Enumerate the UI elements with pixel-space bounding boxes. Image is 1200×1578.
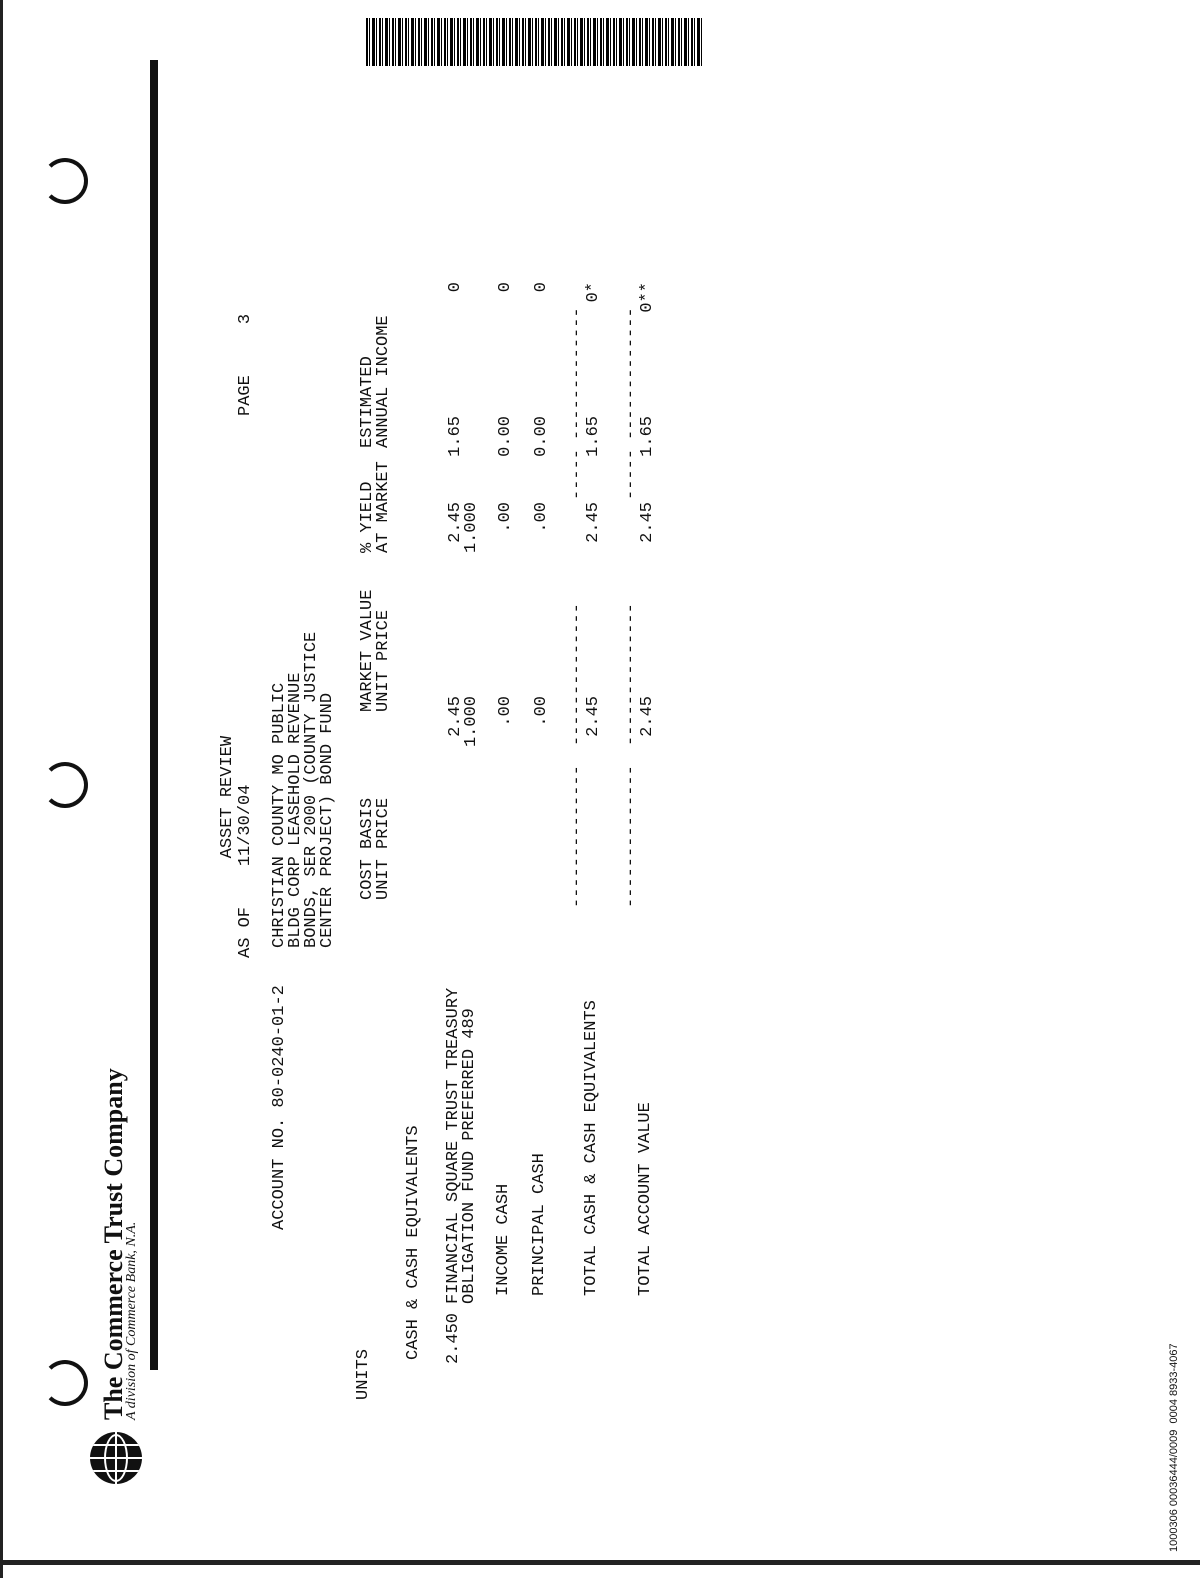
separator-cost-2: -------------- (622, 765, 641, 908)
total-cash-income: 0* (584, 282, 603, 303)
total-cash-market-value: 2.45 (584, 502, 603, 543)
total-cash-cost-basis: 2.45 (584, 696, 603, 737)
account-name-line-3: BONDS, SER 2000 (COUNTY JUSTICE (302, 631, 321, 948)
as-of-line: AS OF 11/30/04 (236, 784, 255, 958)
column-header-cost-unit-price: UNIT PRICE (374, 797, 393, 900)
income-cash-cost-basis: .00 (496, 696, 515, 727)
account-name-line-2: BLDG CORP LEASEHOLD REVENUE (286, 672, 305, 948)
column-header-units: UNITS (354, 1348, 373, 1400)
income-cash-yield: 0.00 (496, 416, 515, 457)
separator-cost-1: -------------- (568, 765, 587, 908)
barcode (366, 18, 704, 66)
holding-market-value: 2.45 (446, 502, 465, 543)
separator-market-1: -------------- (568, 603, 587, 746)
holding-cost-unit-price: 1.000 (462, 696, 481, 748)
column-header-yield: % YIELD (358, 481, 377, 553)
separator-income-2: ------------- (622, 307, 641, 440)
column-header-market-value: MARKET VALUE (358, 589, 377, 712)
principal-cash-market-value: .00 (532, 502, 551, 533)
punch-hole-bottom (42, 1360, 88, 1406)
income-cash-income: 0 (496, 282, 515, 293)
account-name-line-1: CHRISTIAN COUNTY MO PUBLIC (270, 682, 289, 948)
column-header-annual-income: ANNUAL INCOME (374, 315, 393, 448)
scan-edge-left (0, 0, 3, 1578)
column-header-at-market: AT MARKET (374, 461, 393, 553)
total-account-market-value: 2.45 (638, 502, 657, 543)
account-number-line: ACCOUNT NO. 80-0240-01-2 (270, 985, 289, 1230)
punch-hole-top (42, 158, 88, 204)
section-heading: CASH & CASH EQUIVALENTS (404, 1125, 423, 1360)
principal-cash-yield: 0.00 (532, 416, 551, 457)
separator-market-2: -------------- (622, 603, 641, 746)
holding-market-unit-price: 1.000 (462, 502, 481, 554)
report-title: ASSET REVIEW (218, 735, 237, 859)
as-of-date: 11/30/04 (236, 784, 255, 867)
total-cash-yield: 1.65 (584, 416, 603, 457)
footer-document-code: 1000306 00036444/0009 0004 8933-4067 (1168, 1343, 1180, 1552)
total-cash-label: TOTAL CASH & CASH EQUIVALENTS (582, 1000, 601, 1296)
column-header-cost-basis: COST BASIS (358, 797, 377, 900)
holding-units: 2.450 (444, 1312, 463, 1364)
column-header-market-unit-price: UNIT PRICE (374, 609, 393, 712)
holding-description-1: FINANCIAL SQUARE TRUST TREASURY (444, 987, 463, 1304)
account-number: 80-0240-01-2 (270, 985, 289, 1108)
separator-yield-2: ----- (622, 448, 641, 500)
income-cash-label: INCOME CASH (494, 1183, 513, 1296)
total-account-label: TOTAL ACCOUNT VALUE (636, 1102, 655, 1296)
separator-income-1: ------------- (568, 307, 587, 440)
company-name: The Commerce Trust Company (99, 1068, 128, 1420)
total-account-cost-basis: 2.45 (638, 696, 657, 737)
punch-hole-middle (42, 762, 88, 808)
holding-income: 0 (446, 282, 465, 293)
holding-description-2: OBLIGATION FUND PREFERRED 489 (460, 1008, 479, 1304)
income-cash-market-value: .00 (496, 502, 515, 533)
principal-cash-cost-basis: .00 (532, 696, 551, 727)
company-subtitle: A division of Commerce Bank, N.A. (124, 1221, 139, 1420)
letterhead-rule (150, 60, 158, 1370)
column-header-estimated: ESTIMATED (358, 356, 377, 448)
total-account-income: 0** (638, 282, 657, 313)
principal-cash-label: PRINCIPAL CASH (530, 1153, 549, 1296)
holding-yield: 1.65 (446, 416, 465, 457)
separator-yield-1: ----- (568, 448, 587, 500)
total-account-yield: 1.65 (638, 416, 657, 457)
principal-cash-income: 0 (532, 282, 551, 293)
page-number: 3 (236, 313, 255, 325)
scan-edge-bottom (0, 1560, 1200, 1565)
page-indicator: PAGE 3 (236, 313, 255, 416)
holding-cost-basis: 2.45 (446, 696, 465, 737)
globe-logo-icon (90, 1432, 142, 1484)
account-name-line-4: CENTER PROJECT) BOND FUND (318, 692, 337, 948)
